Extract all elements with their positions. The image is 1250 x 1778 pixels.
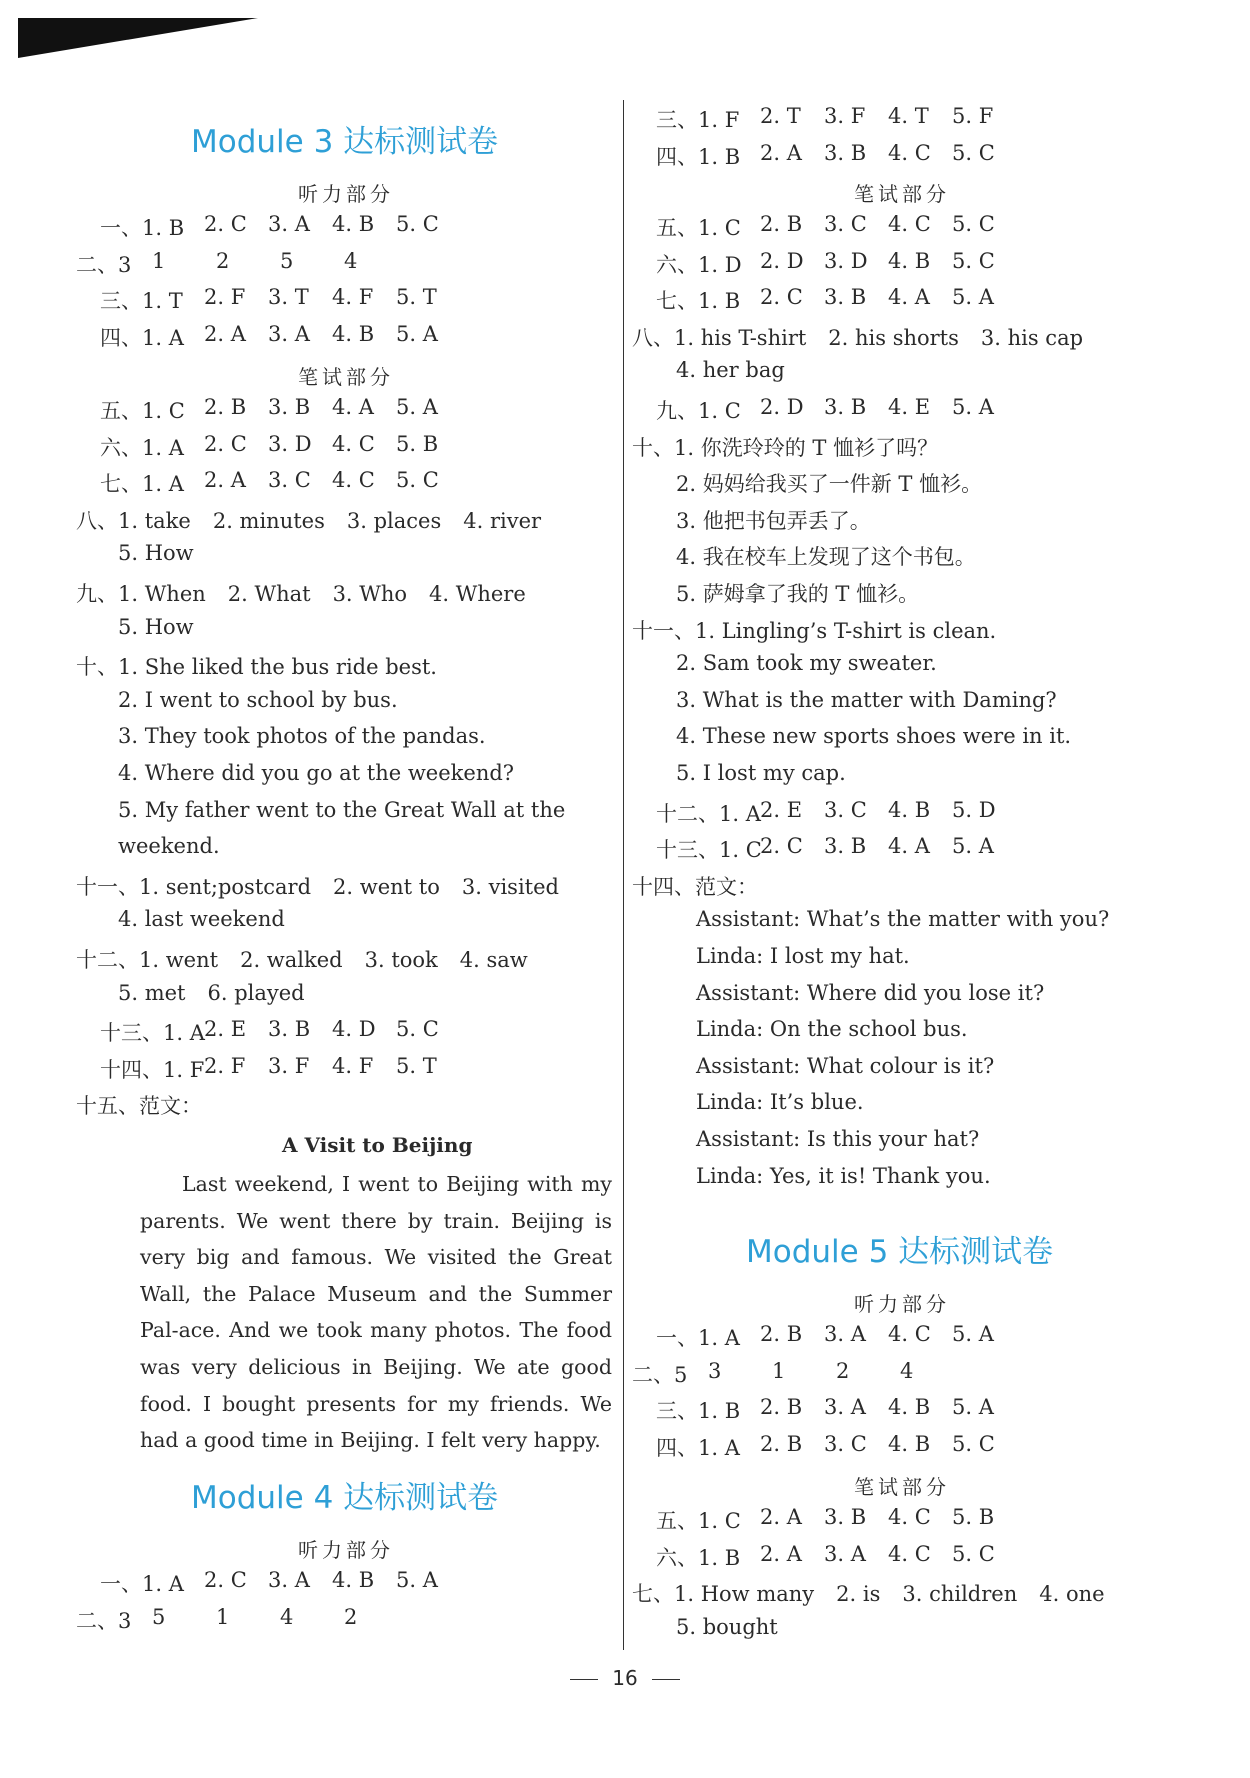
answer-item: 4. B <box>888 1431 931 1456</box>
answer-item: 十二、1. A <box>656 801 761 826</box>
answer-line <box>676 468 1004 498</box>
answer-line <box>118 724 508 748</box>
answer-item: 2. his shorts <box>828 325 959 350</box>
answer-item: 2. C <box>204 1568 247 1592</box>
answer-item: 4. C <box>888 1541 931 1566</box>
answer-item: 二、3 <box>76 252 132 277</box>
answer-line <box>118 615 216 639</box>
listening-heading: 听力部分 <box>854 1292 950 1316</box>
dash-left <box>570 1679 598 1680</box>
listening-heading: 听力部分 <box>298 182 394 206</box>
answer-item: Linda: It’s blue. <box>696 1090 864 1115</box>
answer-item: 七、1. A <box>100 472 184 497</box>
answer-item: 5. C <box>952 140 995 165</box>
answer-item: 十二、1. went <box>76 948 219 972</box>
answer-item: 1 <box>772 1358 786 1383</box>
answer-item: 四、1. A <box>100 325 184 350</box>
answer-item: Assistant: What’s the matter with you? <box>696 907 1110 932</box>
answer-item: 2. A <box>204 321 246 346</box>
answer-item: 3. C <box>824 1431 867 1456</box>
answer-item: 5. C <box>396 212 439 236</box>
answer-item: 3. A <box>268 1568 310 1592</box>
answer-item: 十四、1. F <box>100 1057 205 1082</box>
answer-item: 5. A <box>952 1395 994 1420</box>
page-number: 16 <box>0 1666 1250 1690</box>
answer-item: 3. B <box>824 140 867 165</box>
answer-item: 2. B <box>204 395 247 419</box>
answer-item: 二、3 <box>76 1608 132 1633</box>
answer-line <box>676 651 959 675</box>
answer-item: 3. F <box>268 1053 310 1078</box>
answer-item: 5. My father went to the Great Wall at the <box>118 797 566 822</box>
answer-line <box>632 871 780 901</box>
answer-line <box>676 761 868 785</box>
answer-line <box>76 871 581 901</box>
answer-line <box>676 688 1079 712</box>
answer-line <box>76 651 459 681</box>
answer-item: 三、1. T <box>100 289 183 314</box>
answer-item: 4. one <box>1039 1582 1105 1607</box>
writing-heading: 笔试部分 <box>854 1475 950 1499</box>
answer-item: 5. A <box>952 834 994 859</box>
answer-item: 3. What is the matter with Daming? <box>676 687 1057 712</box>
answer-item: 1 <box>152 248 166 273</box>
answer-item: 2. T <box>760 104 801 128</box>
answer-item: 五、1. C <box>100 399 185 423</box>
answer-item: 五、1. C <box>656 1509 741 1533</box>
answer-item: 6. played <box>207 980 305 1005</box>
answer-item: 2. walked <box>240 948 343 972</box>
answer-item: Assistant: What colour is it? <box>696 1053 995 1078</box>
answer-item: 4. Where <box>429 582 526 606</box>
answer-line <box>118 834 242 858</box>
answer-line <box>118 981 327 1005</box>
answer-item: 3. D <box>268 431 312 456</box>
answer-item: 4. last weekend <box>118 907 285 932</box>
answer-item: 5. 萨姆拿了我的 T 恤衫。 <box>676 582 920 606</box>
answer-item: 4. D <box>332 1017 376 1042</box>
answer-line <box>76 505 563 535</box>
answer-line <box>676 505 893 535</box>
answer-item: 一、1. A <box>656 1326 740 1350</box>
answer-line <box>632 322 1105 352</box>
corner-decoration <box>18 18 258 64</box>
answer-item: 4. 我在校车上发现了这个书包。 <box>676 545 976 570</box>
answer-item: 4. T <box>888 104 929 128</box>
answer-item: 3. B <box>824 285 867 310</box>
answer-item: 十、1. 你洗玲玲的 T 恤衫了吗？ <box>632 435 939 460</box>
module-4-title: Module 4 达标测试卷 <box>191 1480 499 1516</box>
answer-item: 3. B <box>824 834 867 859</box>
answer-item: 4. A <box>888 834 930 859</box>
answer-item: 4. C <box>888 1322 931 1346</box>
answer-line <box>696 981 1066 1005</box>
answer-item: 2. D <box>760 395 804 419</box>
answer-line <box>632 615 1018 645</box>
answer-item: 一、1. B <box>100 216 185 240</box>
answer-item: 4. river <box>463 508 542 533</box>
answer-item: Assistant: Where did you lose it? <box>696 980 1045 1005</box>
answer-item: 3. D <box>824 248 868 273</box>
answer-item: 5. B <box>952 1505 995 1529</box>
answer-item: 4. B <box>332 1568 375 1592</box>
answer-item: 2. A <box>760 1541 802 1566</box>
answer-item: 5. B <box>396 431 439 456</box>
answer-item: 3. B <box>268 1017 311 1042</box>
answer-item: 2. A <box>760 140 802 165</box>
answer-item: 2. C <box>760 834 803 859</box>
answer-item: 3. A <box>824 1322 866 1346</box>
answer-item: 5. D <box>952 797 996 822</box>
answer-item: 十三、1. A <box>100 1021 205 1046</box>
answer-item: 3. A <box>824 1395 866 1420</box>
answer-line <box>118 798 587 822</box>
answer-line <box>676 724 1093 748</box>
answer-item: 3. 他把书包弄丢了。 <box>676 508 871 533</box>
answer-item: 2. A <box>760 1505 802 1529</box>
answer-item: 4. her bag <box>676 358 785 383</box>
answer-item: Linda: Yes, it is! Thank you. <box>696 1163 991 1188</box>
answer-item: 3. B <box>824 395 867 419</box>
answer-item: 5. A <box>952 1322 994 1346</box>
answer-item: 八、1. take <box>76 508 191 533</box>
answer-line <box>632 432 960 462</box>
answer-line <box>696 1090 886 1114</box>
answer-item: 2. I went to school by bus. <box>118 687 398 712</box>
answer-item: 3. A <box>268 212 310 236</box>
writing-heading: 笔试部分 <box>298 365 394 389</box>
answer-line <box>76 578 548 608</box>
answer-item: 4. C <box>888 212 931 236</box>
answer-item: 5. A <box>396 321 438 346</box>
answer-item: 八、1. his T-shirt <box>632 325 807 350</box>
answer-line <box>118 688 420 712</box>
answer-item: 5. A <box>952 285 994 310</box>
answer-item: 三、1. F <box>656 108 740 132</box>
answer-item: 3 <box>708 1358 722 1383</box>
answer-item: 3. children <box>902 1582 1018 1607</box>
answer-line <box>632 1578 1127 1608</box>
answer-item: 5. T <box>396 1053 437 1078</box>
answer-item: Assistant: Is this your hat? <box>696 1127 980 1151</box>
answer-item: 2 <box>216 248 230 273</box>
answer-item: 六、1. D <box>656 252 742 277</box>
answer-item: 4. C <box>332 468 375 493</box>
answer-item: 2. D <box>760 248 804 273</box>
answer-item: 4 <box>900 1358 914 1383</box>
answer-item: 十三、1. C <box>656 838 762 863</box>
answer-item: 5 <box>280 248 294 273</box>
answer-item: 4. F <box>332 1053 374 1078</box>
answer-item: 5. bought <box>676 1614 778 1639</box>
answer-item: 十一、1. sent;postcard <box>76 874 312 899</box>
answer-item: 4. C <box>888 140 931 165</box>
answer-item: 5 <box>152 1604 166 1629</box>
answer-item: 5. F <box>952 104 994 128</box>
answer-item: 3. B <box>268 395 311 419</box>
answer-item: 4 <box>280 1604 294 1629</box>
answer-item: 2. What <box>227 582 311 606</box>
answer-item: 2. A <box>204 468 246 493</box>
answer-item: 5. C <box>396 468 439 493</box>
answer-line <box>696 1017 990 1041</box>
answer-item: Linda: I lost my hat. <box>696 944 910 968</box>
answer-item: 5. C <box>952 1431 995 1456</box>
answer-item: 九、1. When <box>76 582 206 606</box>
answer-item: 2 <box>836 1358 850 1383</box>
answer-line <box>76 944 550 974</box>
answer-item: 5. C <box>952 1541 995 1566</box>
answer-item: 九、1. C <box>656 399 741 423</box>
answer-item: 4. A <box>332 395 374 419</box>
answer-item: 2. C <box>204 212 247 236</box>
answer-item: weekend. <box>118 834 220 859</box>
answer-item: 3. visited <box>461 874 559 899</box>
answer-item: 四、1. A <box>656 1435 740 1460</box>
answer-line <box>696 1054 1016 1078</box>
answer-item: 4. Where did you go at the weekend? <box>118 761 515 785</box>
answer-item: 3. B <box>824 1505 867 1529</box>
answer-item: 3. C <box>824 212 867 236</box>
answer-item: 2. Sam took my sweater. <box>676 651 937 676</box>
answer-line <box>676 578 941 608</box>
listening-heading: 听力部分 <box>298 1538 394 1562</box>
answer-line <box>676 1615 800 1639</box>
answer-item: 1 <box>216 1604 230 1629</box>
answer-item: 2. C <box>204 431 247 456</box>
answer-line <box>676 358 807 382</box>
answer-line <box>118 541 216 565</box>
dash-right <box>652 1679 680 1680</box>
answer-item: 六、1. B <box>656 1545 741 1570</box>
answer-item: 2. E <box>760 797 803 822</box>
answer-item: 2. B <box>760 1431 803 1456</box>
answer-item: 4. B <box>888 1395 931 1420</box>
answer-item: 4. F <box>332 285 374 310</box>
answer-item: 3. T <box>268 285 309 310</box>
answer-item: 2 <box>344 1604 358 1629</box>
answer-item: 十一、1. Lingling’s T-shirt is clean. <box>632 618 997 643</box>
answer-item: 3. A <box>824 1541 866 1566</box>
answer-item: 5. A <box>396 395 438 419</box>
answer-item: 十、1. She liked the bus ride best. <box>76 655 437 680</box>
answer-item: 2. went to <box>333 874 440 899</box>
answer-item: Linda: On the school bus. <box>696 1017 968 1042</box>
answer-item: 4. B <box>888 248 931 273</box>
answer-item: 5. C <box>952 212 995 236</box>
answer-item: 5. I lost my cap. <box>676 761 846 785</box>
answer-item: 5. How <box>118 614 194 639</box>
answer-item: 4. E <box>888 395 931 419</box>
answer-item: 3. A <box>268 321 310 346</box>
answer-item: 六、1. A <box>100 435 184 460</box>
answer-item: 二、5 <box>632 1362 688 1387</box>
answer-item: 5. C <box>396 1017 439 1042</box>
answer-item: 十四、范文： <box>632 874 758 899</box>
column-divider <box>623 100 624 1650</box>
answer-item: 5. C <box>952 248 995 273</box>
answer-line <box>696 1164 1013 1188</box>
answer-item: 七、1. How many <box>632 1582 815 1607</box>
essay-title: A Visit to Beijing <box>282 1133 473 1157</box>
answer-item: 2. E <box>204 1017 247 1042</box>
answer-item: 十五、范文： <box>76 1094 202 1119</box>
module-5-title: Module 5 达标测试卷 <box>746 1234 1054 1270</box>
answer-item: 三、1. B <box>656 1399 741 1424</box>
answer-item: 3. places <box>346 508 442 533</box>
answer-item: 4. B <box>332 321 375 346</box>
answer-item: 4. C <box>332 431 375 456</box>
answer-item: 3. C <box>268 468 311 493</box>
answer-line <box>676 541 998 571</box>
answer-item: 2. 妈妈给我买了一件新 T 恤衫。 <box>676 472 983 497</box>
answer-item: 5. T <box>396 285 437 310</box>
answer-item: 4. These new sports shoes were in it. <box>676 724 1072 749</box>
answer-item: 2. B <box>760 1395 803 1420</box>
answer-item: 2. C <box>760 285 803 310</box>
answer-item: 5. A <box>952 395 994 419</box>
answer-item: 七、1. B <box>656 289 741 314</box>
answer-line <box>696 907 1131 931</box>
answer-item: 4. B <box>888 797 931 822</box>
answer-line <box>696 1127 1001 1151</box>
answer-line <box>118 907 307 931</box>
answer-item: 五、1. C <box>656 216 741 240</box>
answer-item: 4. saw <box>459 948 528 972</box>
answer-item: 3. C <box>824 797 867 822</box>
answer-item: 2. F <box>204 285 246 310</box>
answer-item: 3. his cap <box>980 325 1084 350</box>
answer-line <box>76 1090 224 1120</box>
answer-item: 2. is <box>836 1582 881 1607</box>
answer-item: 2. F <box>204 1053 246 1078</box>
answer-item: 5. How <box>118 541 194 566</box>
answer-item: 4 <box>344 248 358 273</box>
answer-item: 4. A <box>888 285 930 310</box>
writing-heading: 笔试部分 <box>854 182 950 206</box>
answer-line <box>696 944 932 968</box>
answer-item: 四、1. B <box>656 144 741 169</box>
answer-item: 2. B <box>760 212 803 236</box>
answer-item: 一、1. A <box>100 1572 184 1596</box>
answer-item: 4. B <box>332 212 375 236</box>
answer-item: 2. minutes <box>212 508 325 533</box>
essay-body: Last weekend, I went to Beijing with my parents. We went there by train. Beijing is very big and famous. We visited the Great Wall, the Palace Museum and the Summer Pal-ace. And we took many photos. The food was very delicious in Beijing. We ate good food. I bought presents for my friends. We had a good time in Beijing. I felt very happy. <box>140 1172 612 1453</box>
answer-item: 2. B <box>760 1322 803 1346</box>
answer-item: 3. took <box>364 948 438 972</box>
answer-item: 5. A <box>396 1568 438 1592</box>
module-3-title: Module 3 达标测试卷 <box>191 124 499 160</box>
answer-item: 3. They took photos of the pandas. <box>118 724 486 749</box>
answer-item: 4. C <box>888 1505 931 1529</box>
answer-line <box>118 761 536 785</box>
answer-item: 5. met <box>118 980 186 1005</box>
answer-item: 3. F <box>824 104 866 128</box>
answer-item: 3. Who <box>332 582 408 606</box>
